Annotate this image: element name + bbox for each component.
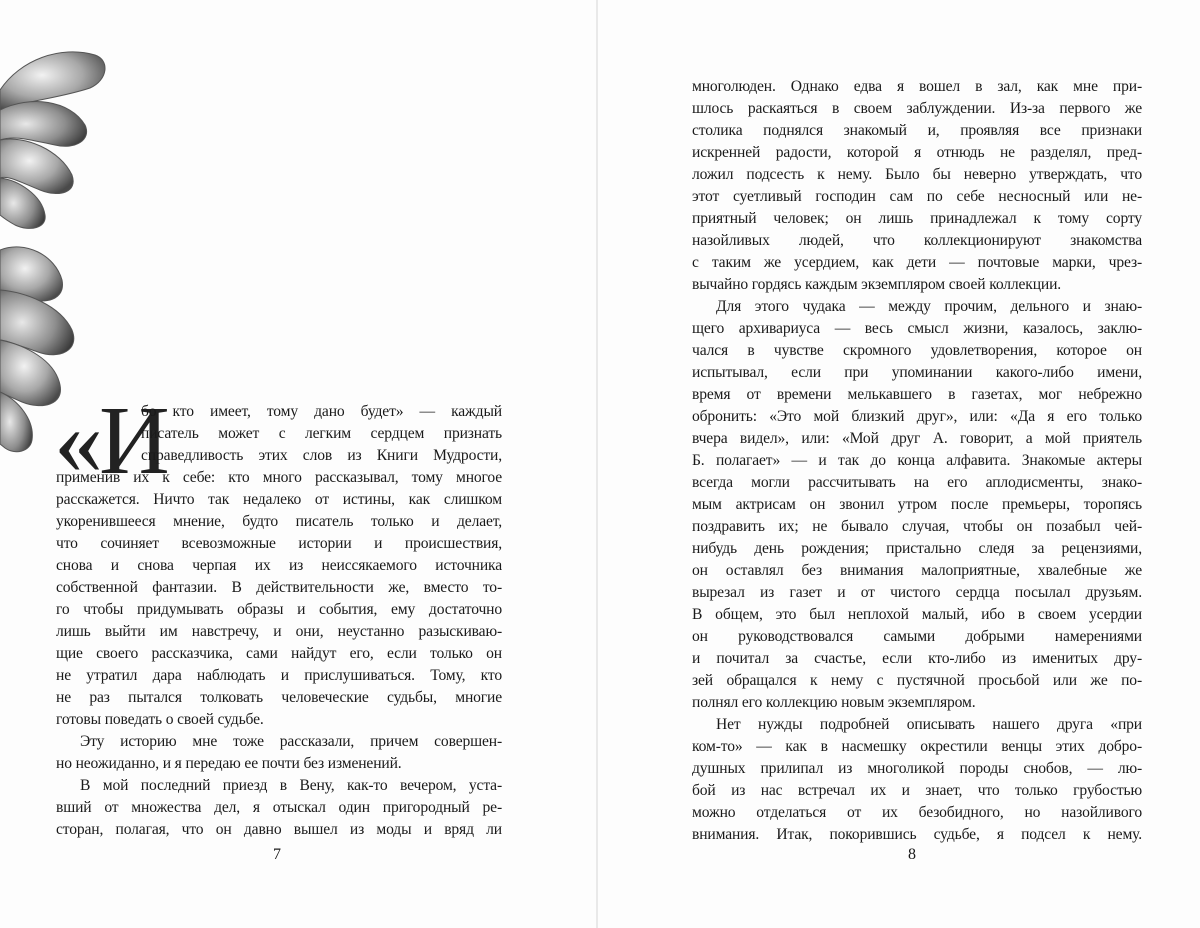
text-line: Для этого чудака — между прочим, дельного и знаю-: [716, 298, 1142, 315]
text-line: внимания. Итак, покорившись судьбе, я подсел к нему.: [692, 826, 1142, 843]
text-line: испытывал, если при упоминании какого-либо имени,: [692, 364, 1142, 381]
text-line: столика поднялся знакомый и, проявляя все признаки: [692, 122, 1142, 139]
text-line: с таким же усердием, как дети — почтовые марки, чрез-: [692, 254, 1142, 271]
left-page: [0, 0, 597, 928]
text-line: что сочиняет всевозможные истории и происшествия,: [56, 535, 502, 552]
text-line: вычайно гордясь каждым экземпляром своей коллекции.: [692, 276, 1062, 293]
text-line: но неожиданно, и я передаю ее почти без изменений.: [56, 755, 402, 772]
text-line: не раз пытался толковать человеческие судьбы, многие: [56, 689, 502, 706]
text-line: го чтобы придумывать образы и события, ему достаточно: [56, 601, 502, 618]
text-line: ком-то» — как в насмешку окрестили венцы этих добро-: [692, 738, 1142, 755]
text-line: бой из нас встречал их и знает, что только грубостью: [692, 782, 1142, 799]
text-line: зей обращался к нему с пустячной просьбой или же по-: [692, 672, 1142, 689]
text-line: не утратил дара наблюдать и прислушиваться. Тому, кто: [56, 667, 502, 684]
text-line: В общем, это был неплохой малый, ибо в своем усердии: [692, 606, 1142, 623]
upper-flower: [0, 52, 105, 228]
text-line: нибудь день рождения; пристально следя за рецензиями,: [692, 540, 1142, 557]
text-line: расскажется. Ничто так недалеко от истины, как слишком: [56, 491, 502, 508]
page-number: 8: [908, 846, 916, 863]
text-line: бо кто имеет, тому дано будет» — каждый: [141, 403, 502, 420]
text-line: сторан, полагая, что он давно вышел из моды и вряд ли: [56, 821, 502, 838]
text-line: писатель может с легким сердцем признать: [141, 425, 502, 442]
text-line: справедливость этих слов из Книги Мудрости,: [141, 447, 502, 464]
text-line: Б. полагает» — и так до конца алфавита. Знакомые актеры: [692, 452, 1142, 469]
text-line: готовы поведать о своей судьбе.: [56, 711, 264, 728]
text-line: лишь выйти им навстречу, и они, неустанно разыскиваю-: [56, 623, 502, 640]
text-line: многолюден. Однако едва я вошел в зал, как мне при-: [692, 78, 1142, 95]
text-line: он оставлял без внимания малоприятные, хвалебные же: [692, 562, 1142, 579]
text-line: приятный человек; он лишь принадлежал к тому сорту: [692, 210, 1142, 227]
text-line: обронить: «Это мой близкий друг», или: «Да я его только: [692, 408, 1142, 425]
text-line: Нет нужды подробней описывать нашего друга «при: [716, 716, 1142, 733]
text-line: можно отделаться от их безобидного, но назойливого: [692, 804, 1142, 821]
text-line: искренней радости, которой я отнюдь не разделял, пред-: [692, 144, 1142, 161]
text-line: вчера видел», или: «Мой друг А. говорит, а мой приятель: [692, 430, 1142, 447]
text-line: укоренившееся мнение, будто писатель только и делает,: [56, 513, 502, 530]
text-line: мым актрисам он звонил утром после премьеры, торопясь: [692, 496, 1142, 513]
text-line: шлось раскаяться в своем заблуждении. Из-за первого же: [692, 100, 1142, 117]
text-line: чался в чувстве скромного удовлетворения, которое он: [692, 342, 1142, 359]
text-line: применив их к себе: кто много рассказывал, тому многое: [56, 469, 502, 486]
text-line: Эту историю мне тоже рассказали, причем совершен-: [80, 733, 502, 750]
text-line: щего архивариуса — весь смысл жизни, казалось, заклю-: [692, 320, 1142, 337]
text-line: ложил подсесть к нему. Было бы неверно утверждать, что: [692, 166, 1142, 183]
text-line: назойливых людей, что коллекционируют знакомства: [692, 232, 1142, 249]
text-line: и почитал за счастье, если кто-либо из именитых дру-: [692, 650, 1142, 667]
text-line: собственной фантазии. В действительности же, вместо то-: [56, 579, 502, 596]
text-line: время от времени мелькавшего в газетах, мог небрежно: [692, 386, 1142, 403]
text-line: вырезал из газет и от чистого сердца посылал друзьям.: [692, 584, 1142, 601]
text-line: всегда могли рассчитывать на его аплодисменты, знако-: [692, 474, 1142, 491]
text-line: щие своего рассказчика, сами найдут его, если только он: [56, 645, 502, 662]
text-line: поздравить их; не бывало случая, чтобы он позабыл чей-: [692, 518, 1142, 535]
text-line: полнял его коллекцию новым экземпляром.: [692, 694, 976, 711]
text-line: В мой последний приезд в Вену, как-то вечером, уста-: [80, 777, 502, 794]
dropcap: «И: [54, 387, 166, 495]
text-line: этот суетливый господин сам по себе несносный или не-: [692, 188, 1142, 205]
text-line: снова и снова черпая их из неиссякаемого источника: [56, 557, 502, 574]
page-number: 7: [273, 846, 281, 863]
text-line: душных прилипал из многоликой породы снобов, — лю-: [692, 760, 1142, 777]
text-line: вший от множества дел, я отыскал один пригородный ре-: [56, 799, 502, 816]
text-line: он руководствовался самыми добрыми намерениями: [692, 628, 1142, 645]
